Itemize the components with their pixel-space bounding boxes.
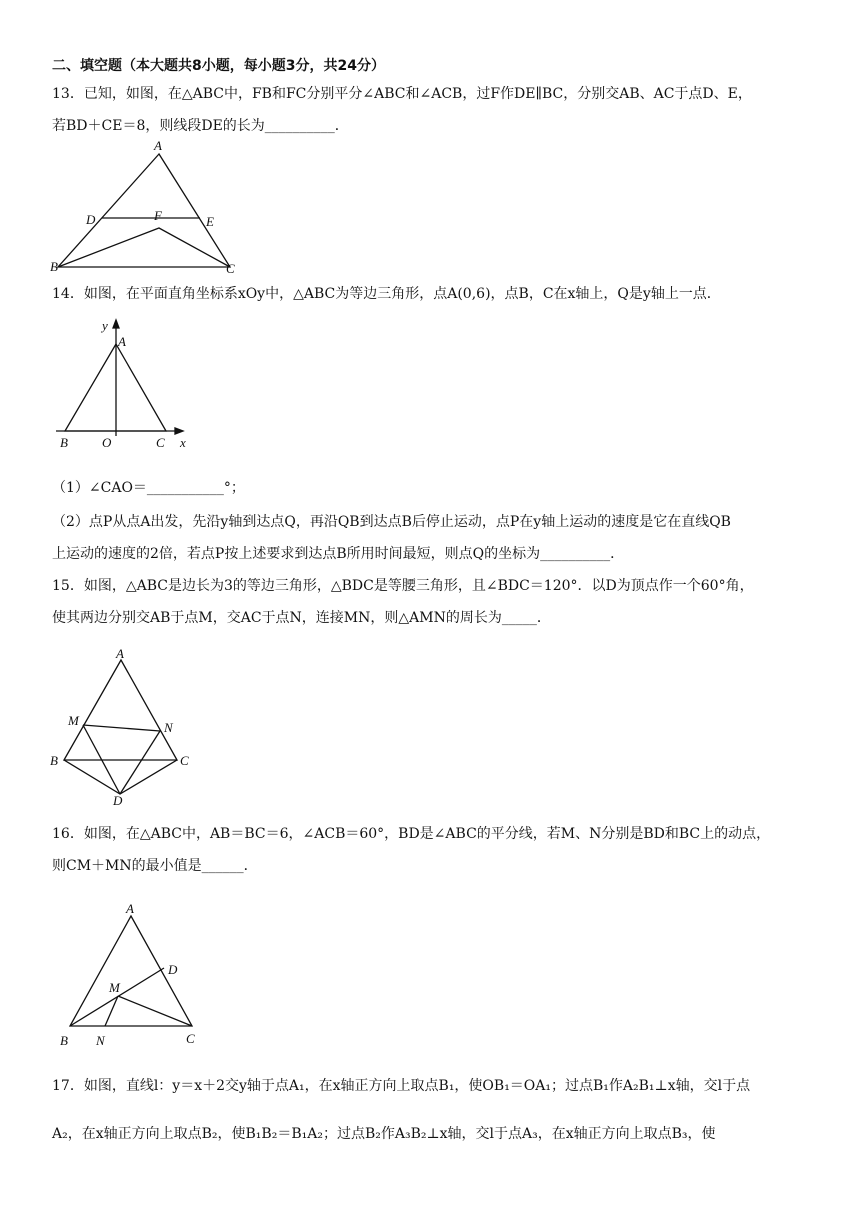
q14-part2-line1: （2）点P从点A出发，先沿y轴到达点Q，再沿QB到达点B后停止运动，点P在y轴上运动的速度是它在直线QB — [52, 514, 731, 530]
section-heading: 二、填空题（本大题共8小题，每小题3分，共24分） — [52, 58, 385, 74]
q16-label-m: M — [109, 980, 120, 995]
q16-label-c: C — [186, 1031, 195, 1046]
q17-text-line1: 17．如图，直线l：y＝x＋2交y轴于点A₁，在x轴正方向上取点B₁，使OB₁＝OA₁；过点B₁作A₂B₁⊥x轴，交l于点 — [52, 1078, 751, 1094]
q15-label-b: B — [50, 753, 58, 768]
q13-label-f: F — [154, 208, 162, 223]
q13-figure — [40, 140, 250, 280]
q15-triangle-bdc — [64, 760, 177, 794]
q15-text-line1: 15．如图，△ABC是边长为3的等边三角形，△BDC是等腰三角形，且∠BDC＝120°．以D为顶点作一个60°角， — [52, 578, 754, 594]
q16-text-line1: 16．如图，在△ABC中，AB＝BC＝6，∠ACB＝60°，BD是∠ABC的平分线，若M、N分别是BD和BC上的动点， — [52, 826, 771, 842]
q16-label-a: A — [126, 901, 134, 916]
q14-y-axis-arrow — [113, 320, 119, 328]
q14-x-axis-arrow — [175, 428, 183, 434]
q13-label-a: A — [154, 138, 162, 153]
q14-text-line1: 14．如图，在平面直角坐标系xOy中，△ABC为等边三角形，点A(0,6)，点B，C在x轴上，Q是y轴上一点． — [52, 286, 721, 302]
q16-figure — [56, 898, 216, 1056]
q15-label-a: A — [116, 646, 124, 661]
q16-text-line2: 则CM＋MN的最小值是______． — [52, 858, 258, 874]
q14-label-c: C — [156, 435, 165, 450]
q14-part2-line2: 上运动的速度的2倍，若点P按上述要求到达点B所用时间最短，则点Q的坐标为__________． — [52, 546, 625, 562]
q15-label-c: C — [180, 753, 189, 768]
q15-segment-mn — [83, 725, 160, 731]
q13-label-e: E — [206, 214, 214, 229]
q15-segment-dn — [120, 731, 160, 794]
q16-label-n: N — [96, 1033, 105, 1048]
q14-part1: （1）∠CAO＝___________°； — [52, 480, 245, 496]
q15-figure — [50, 642, 210, 812]
q13-text-line2: 若BD＋CE＝8，则线段DE的长为__________． — [52, 118, 349, 134]
q14-label-y: y — [102, 318, 108, 333]
q14-label-a: A — [118, 334, 126, 349]
q14-label-b: B — [60, 435, 68, 450]
q15-triangle-abc — [64, 660, 177, 760]
q16-label-b: B — [60, 1033, 68, 1048]
q14-label-x: x — [180, 435, 186, 450]
q15-label-d: D — [113, 793, 123, 808]
q13-bisectors-bf-cf — [58, 228, 230, 267]
q17-text-line2: A₂，在x轴正方向上取点B₂，使B₁B₂＝B₁A₂；过点B₂作A₃B₂⊥x轴，交l于点A₃，在x轴正方向上取点B₃，使 — [52, 1126, 716, 1142]
q16-label-d: D — [168, 962, 178, 977]
q16-segment-cm — [118, 996, 192, 1026]
q13-triangle-abc — [58, 154, 230, 267]
q13-label-d: D — [86, 212, 96, 227]
q13-label-c: C — [226, 261, 235, 276]
q14-label-o: O — [102, 435, 112, 450]
q13-text-line1: 13．已知，如图，在△ABC中，FB和FC分别平分∠ABC和∠ACB，过F作DE∥BC，分别交AB、AC于点D、E， — [52, 86, 752, 102]
q15-text-line2: 使其两边分别交AB于点M，交AC于点N，连接MN，则△AMN的周长为_____． — [52, 610, 551, 626]
q14-figure — [52, 316, 202, 452]
q13-label-b: B — [50, 259, 58, 274]
q15-label-n: N — [164, 720, 173, 735]
q15-label-m: M — [68, 713, 79, 728]
